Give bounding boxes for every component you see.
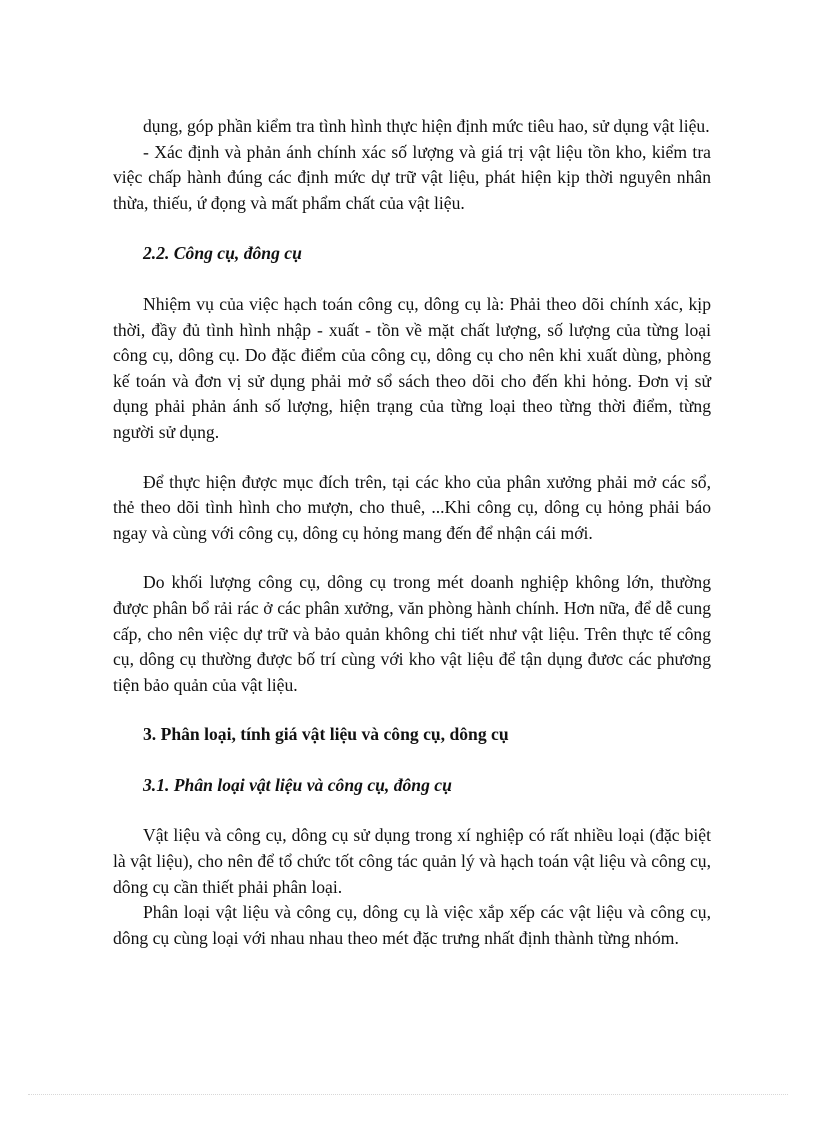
heading-section-3: 3. Phân loại, tính giá vật liệu và công cụ, dông cụ (143, 724, 509, 745)
paragraph-tool-storage: Do khối lượng công cụ, dông cụ trong mét doanh nghiệp không lớn, thường được phân bổ rải rác ở các phân xưởng, văn phòng hành chính. Hơn nữa, để dễ cung cấp, cho nên việc dự trữ và bảo quản không chi tiết như vật liệu. Trên thực tế công cụ, dông cụ thường được bố trí cùng với kho vật liệu để tận dụng đươc các phương tiện bảo quản của vật liệu. (113, 572, 711, 695)
document-page (113, 114, 711, 951)
paragraph-usage-check: dụng, góp phần kiểm tra tình hình thực hiện định mức tiêu hao, sử dụng vật liệu. (143, 116, 710, 136)
page-bottom-divider (28, 1094, 788, 1095)
paragraph-classification-need: Vật liệu và công cụ, dông cụ sử dụng trong xí nghiệp có rất nhiều loại (đặc biệt là vật liệu), cho nên để tổ chức tốt công tác quản lý và hạch toán vật liệu và công cụ, dông cụ cần thiết phải phân loại. (113, 825, 711, 897)
paragraph-tool-tracking: Để thực hiện được mục đích trên, tại các kho của phân xưởng phải mở các sổ, thẻ theo dõi tình hình cho mượn, cho thuê, ...Khi công cụ, dông cụ hỏng phải báo ngay và cùng với công cụ, dông cụ hỏng mang đến để nhận cái mới. (113, 471, 711, 543)
paragraph-inventory: - Xác định và phản ánh chính xác số lượng và giá trị vật liệu tồn kho, kiểm tra việc chấp hành đúng các định mức dự trữ vật liệu, phát hiện kịp thời nguyên nhân thừa, thiếu, ứ đọng và mất phẩm chất của vật liệu. (113, 141, 711, 213)
paragraph-classification-definition: Phân loại vật liệu và công cụ, dông cụ là việc xắp xếp các vật liệu và công cụ, dông cụ cùng loại với nhau nhau theo mét đặc trưng nhất định thành từng nhóm. (113, 902, 711, 948)
heading-section-3-1: 3.1. Phân loại vật liệu và công cụ, đông cụ (143, 774, 452, 795)
paragraph-tool-accounting-duty: Nhiệm vụ của việc hạch toán công cụ, dông cụ là: Phải theo dõi chính xác, kịp thời, đầy đủ tình hình nhập - xuất - tồn về mặt chất lượng, số lượng của từng loại công cụ, dông cụ. Do đặc điểm của công cụ, dông cụ cho nên khi xuất dùng, phòng kế toán và đơn vị sử dụng phải mở sổ sách theo dõi cho đến khi hỏng. Đơn vị sử dụng phải phản ánh số lượng, hiện trạng của từng loại theo từng thời điểm, từng người sử dụng. (113, 293, 711, 442)
heading-section-2-2: 2.2. Công cụ, đông cụ (143, 243, 302, 264)
